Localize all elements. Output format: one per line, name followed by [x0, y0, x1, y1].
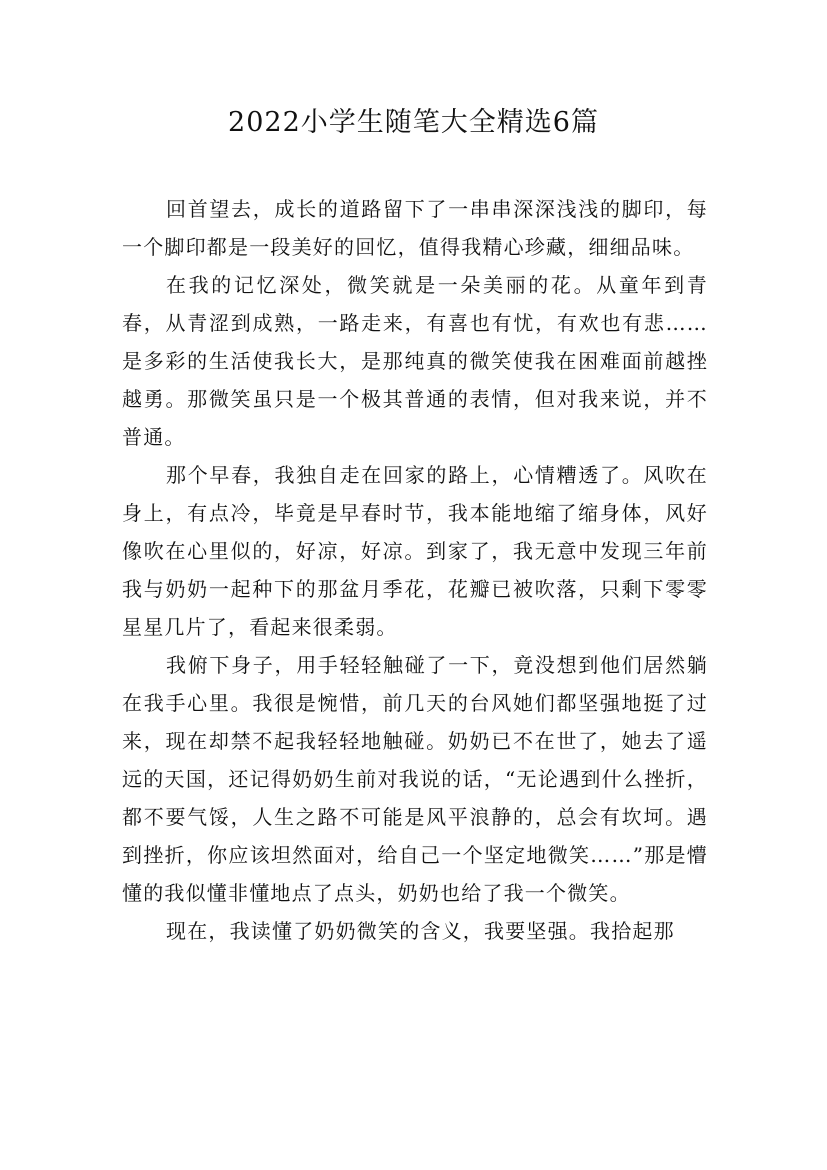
- paragraph: 在我的记忆深处，微笑就是一朵美丽的花。从童年到青春，从青涩到成熟，一路走来，有喜也有忧，有欢也有悲……是多彩的生活使我长大，是那纯真的微笑使我在困难面前越挫越勇。那微笑虽只是一个极其普通的表情，但对我来说，并不普通。: [122, 273, 708, 449]
- paragraph: 现在，我读懂了奶奶微笑的含义，我要坚强。我拾起那: [166, 919, 675, 943]
- paragraph: 回首望去，成长的道路留下了一串串深深浅浅的脚印，每一个脚印都是一段美好的回忆，值得我精心珍藏，细细品味。: [122, 197, 708, 259]
- document-title: 2022小学生随笔大全精选6篇: [228, 107, 599, 138]
- document-body: [122, 190, 708, 950]
- paragraph: 我俯下身子，用手轻轻触碰了一下，竟没想到他们居然躺在我手心里。我很是惋惜，前几天的台风她们都坚强地挺了过来，现在却禁不起我轻轻地触碰。奶奶已不在世了，她去了遥远的天国，还记得奶奶生前对我说的话，“无论遇到什么挫折，都不要气馁，人生之路不可能是风平浪静的，总会有坎坷。遇到挫折，你应该坦然面对，给自己一个坚定地微笑……”那是懵懂的我似懂非懂地点了点头，奶奶也给了我一个微笑。: [122, 653, 708, 905]
- paragraph: 那个早春，我独自走在回家的路上，心情糟透了。风吹在身上，有点冷，毕竟是早春时节，我本能地缩了缩身体，风好像吹在心里似的，好凉，好凉。到家了，我无意中发现三年前我与奶奶一起种下的那盆月季花，花瓣已被吹落，只剩下零零星星几片了，看起来很柔弱。: [122, 463, 708, 639]
